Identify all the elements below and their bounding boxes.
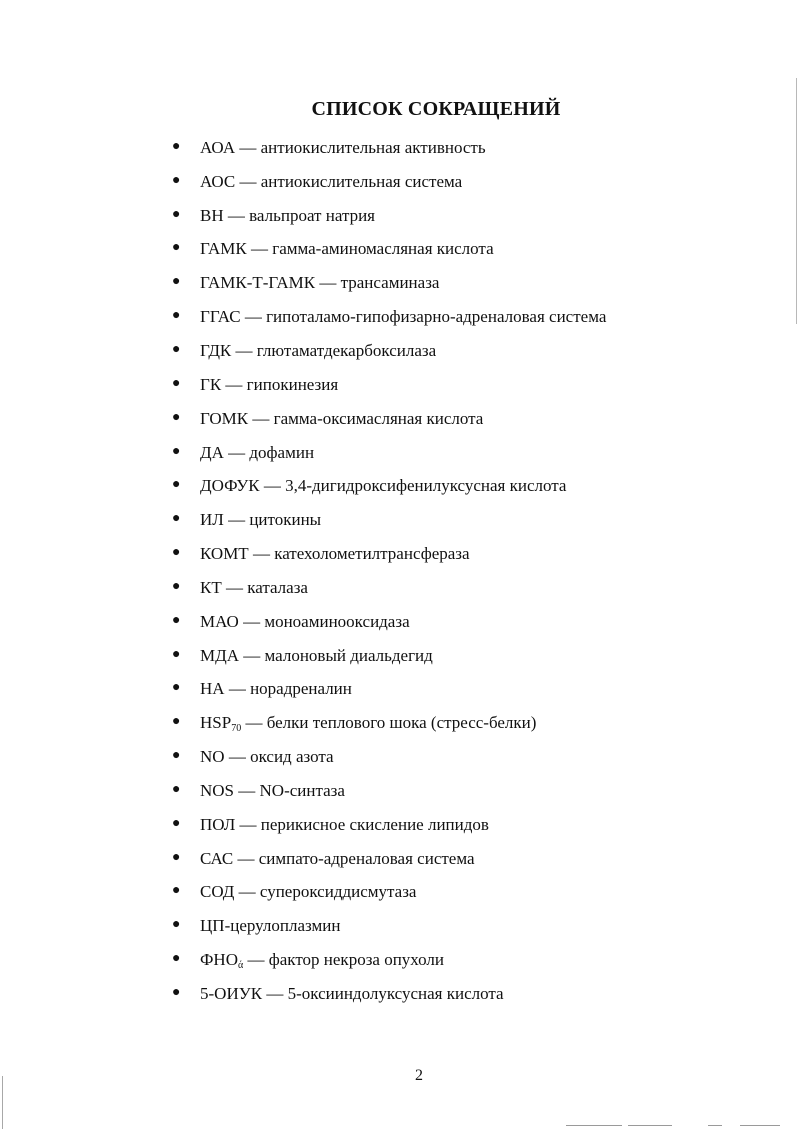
bullet-icon: ●: [172, 781, 181, 797]
abbreviation-description: дофамин: [249, 442, 315, 462]
abbreviation-code: СОД: [200, 882, 235, 902]
separator: —: [243, 950, 269, 970]
list-item: [172, 740, 606, 774]
abbreviation-description: перикисное скисление липидов: [260, 814, 489, 834]
list-item: [172, 706, 606, 740]
list-item: [172, 503, 606, 537]
bullet-icon: ●: [172, 511, 181, 527]
page-title: СПИСОК СОКРАЩЕНИЙ: [311, 98, 561, 120]
separator: —: [233, 848, 259, 868]
abbreviation-description: глютаматдекарбоксилаза: [256, 340, 437, 360]
abbreviation-code: АОС: [200, 171, 236, 191]
abbreviation-description: симпато-адреналовая система: [258, 848, 475, 868]
abbreviation-description: антиокислительная активность: [260, 137, 486, 157]
separator: —: [262, 984, 288, 1004]
abbreviation-description: NO-синтаза: [259, 780, 345, 800]
separator: —: [224, 747, 251, 767]
list-item: [172, 165, 606, 199]
scan-bottom-artifact: [708, 1125, 722, 1126]
abbreviation-code: ГОМК: [200, 408, 249, 428]
abbreviation-description: церулоплазмин: [230, 916, 341, 936]
bullet-icon: ●: [172, 951, 181, 967]
separator: —: [223, 442, 250, 462]
list-item: [172, 131, 606, 165]
abbreviation-description: малоновый диальдегид: [264, 645, 433, 665]
abbreviation-description: 5-оксииндолуксусная кислота: [287, 984, 504, 1004]
bullet-icon: ●: [172, 714, 181, 730]
bullet-icon: ●: [172, 815, 181, 831]
abbreviation-code: NO: [200, 747, 225, 767]
abbreviation-description: норадреналин: [250, 679, 352, 699]
bullet-icon: ●: [172, 375, 181, 391]
separator: —: [234, 780, 260, 800]
abbreviation-code: ГГАС: [200, 307, 241, 327]
bullet-icon: ●: [172, 274, 181, 290]
abbreviation-subscript: ά: [237, 960, 244, 972]
abbreviation-code: САС: [200, 848, 234, 868]
abbreviation-code: $ФНО_ά$: [200, 950, 244, 972]
abbreviation-code: МАО: [200, 611, 239, 631]
abbreviation-description: антиокислительная система: [260, 171, 463, 191]
separator: -: [224, 916, 231, 936]
separator: —: [239, 645, 265, 665]
separator: —: [259, 476, 286, 496]
abbreviation-description: гамма-оксимасляная кислота: [273, 408, 484, 428]
list-item: [172, 876, 606, 910]
scan-edge-artifact: [796, 78, 797, 324]
abbreviation-description: каталаза: [247, 577, 308, 597]
abbreviation-description: супероксиддисмутаза: [259, 882, 417, 902]
abbreviation-description: вальпроат натрия: [249, 205, 375, 225]
abbreviation-code: МДА: [200, 645, 239, 665]
list-item: [172, 639, 606, 673]
list-item: [172, 943, 606, 977]
bullet-icon: ●: [172, 341, 181, 357]
list-item: [172, 605, 606, 639]
list-item: [172, 842, 606, 876]
separator: —: [248, 544, 275, 564]
separator: —: [315, 273, 341, 293]
list-item: [172, 537, 606, 571]
abbreviation-code: НА: [200, 679, 225, 699]
abbreviation-code: 5-ОИУК: [200, 984, 263, 1004]
abbreviation-code: КТ: [200, 577, 222, 597]
separator: —: [246, 239, 273, 259]
abbreviation-code: ДА: [200, 442, 224, 462]
abbreviation-description: гипоталамо-гипофизарно-адреналовая система: [266, 307, 607, 327]
abbreviation-code: ДОФУК: [200, 476, 260, 496]
abbreviation-code: ИЛ: [200, 510, 224, 530]
abbreviation-code: ГАМК-Т-ГАМК: [200, 273, 316, 293]
separator: —: [235, 814, 261, 834]
bullet-icon: ●: [172, 477, 181, 493]
bullet-icon: ●: [172, 578, 181, 594]
bullet-icon: ●: [172, 680, 181, 696]
list-item: [172, 808, 606, 842]
list-item: [172, 436, 606, 470]
list-item: [172, 774, 606, 808]
scan-bottom-artifact: [740, 1125, 780, 1126]
list-item: [172, 266, 606, 300]
separator: —: [224, 679, 251, 699]
abbreviation-description: гипокинезия: [246, 374, 339, 394]
separator: —: [221, 577, 248, 597]
bullet-icon: ●: [172, 138, 181, 154]
list-item: [172, 233, 606, 267]
bullet-icon: ●: [172, 849, 181, 865]
list-item: [172, 402, 606, 436]
list-item: [172, 469, 606, 503]
abbreviation-description: моноаминооксидаза: [264, 611, 410, 631]
abbreviation-description: белки теплового шока (стресс-белки): [266, 713, 537, 733]
abbreviation-description: оксид азота: [250, 747, 334, 767]
abbreviation-description: фактор некроза опухоли: [268, 950, 445, 970]
abbreviation-code: NOS: [200, 780, 235, 800]
abbreviation-description: трансаминаза: [340, 273, 440, 293]
abbreviation-code: ГАМК: [200, 239, 247, 259]
scan-edge-artifact: [2, 1076, 3, 1129]
separator: —: [248, 408, 274, 428]
bullet-icon: ●: [172, 883, 181, 899]
separator: —: [234, 882, 260, 902]
list-item: [172, 977, 606, 1011]
abbreviation-description: 3,4-дигидроксифенилуксусная кислота: [285, 476, 567, 496]
bullet-icon: ●: [172, 545, 181, 561]
bullet-icon: ●: [172, 985, 181, 1001]
list-item: [172, 334, 606, 368]
abbreviation-code: $HSP_{70}$: [200, 713, 242, 735]
bullet-icon: ●: [172, 612, 181, 628]
list-item: [172, 368, 606, 402]
separator: —: [221, 374, 247, 394]
list-item: [172, 300, 606, 334]
list-item: [172, 909, 606, 943]
abbreviation-code: ПОЛ: [200, 814, 236, 834]
bullet-icon: ●: [172, 240, 181, 256]
abbreviation-description: гамма-аминомасляная кислота: [272, 239, 494, 259]
abbreviation-code: ЦП: [200, 916, 225, 936]
separator: —: [235, 171, 261, 191]
abbreviation-code: ГДК: [200, 340, 232, 360]
separator: —: [223, 510, 250, 530]
bullet-icon: ●: [172, 646, 181, 662]
bullet-icon: ●: [172, 917, 181, 933]
abbreviation-description: катехолометилтрансфераза: [274, 544, 470, 564]
scan-bottom-artifact: [628, 1125, 672, 1126]
abbreviation-subscript: 70: [231, 723, 242, 735]
list-item: [172, 199, 606, 233]
bullet-icon: ●: [172, 409, 181, 425]
list-item: [172, 673, 606, 707]
separator: —: [231, 340, 257, 360]
abbreviation-code: АОА: [200, 137, 236, 157]
bullet-icon: ●: [172, 172, 181, 188]
bullet-icon: ●: [172, 748, 181, 764]
abbreviation-description: цитокины: [249, 510, 322, 530]
abbreviation-list: [172, 131, 606, 1011]
abbreviation-code: ВН: [200, 205, 224, 225]
abbreviation-code: ГК: [200, 374, 222, 394]
page-number: 2: [415, 1067, 423, 1084]
separator: —: [240, 307, 267, 327]
scan-bottom-artifact: [566, 1125, 622, 1126]
list-item: [172, 571, 606, 605]
separator: —: [235, 137, 261, 157]
bullet-icon: ●: [172, 443, 181, 459]
separator: —: [238, 611, 265, 631]
separator: —: [223, 205, 250, 225]
bullet-icon: ●: [172, 308, 181, 324]
bullet-icon: ●: [172, 206, 181, 222]
abbreviation-code: КОМТ: [200, 544, 249, 564]
separator: —: [241, 713, 267, 733]
